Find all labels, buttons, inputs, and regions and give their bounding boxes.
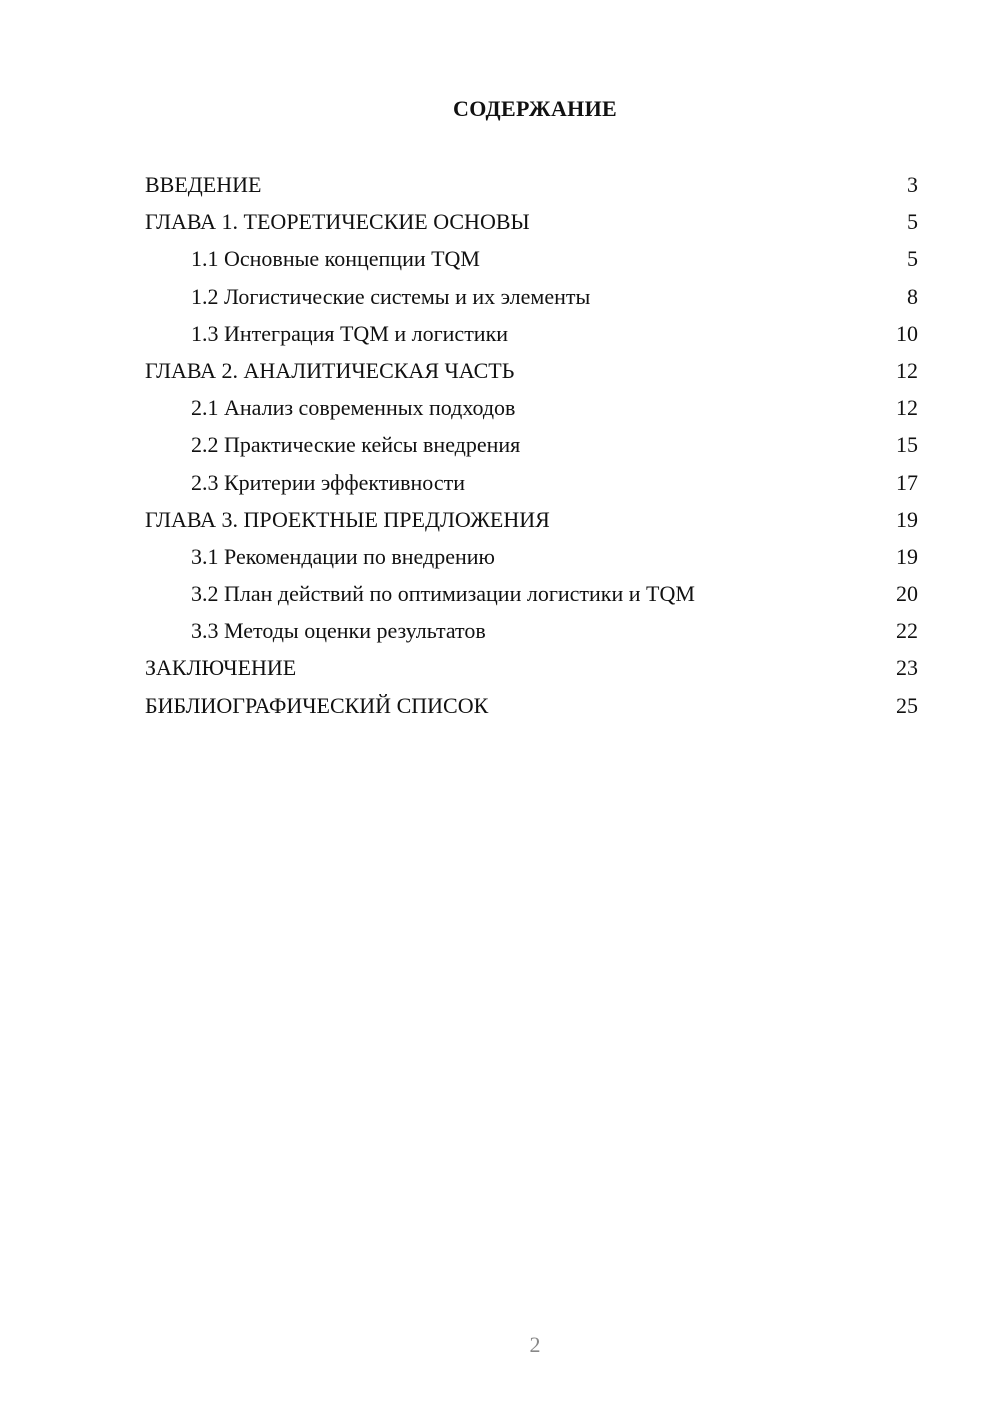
toc-entry-label: 2.3 Критерии эффективности: [191, 469, 465, 495]
toc-list: [145, 166, 918, 724]
toc-entry: [145, 352, 918, 389]
toc-entry-page: 25: [896, 692, 918, 718]
toc-entry-label: 1.2 Логистические системы и их элементы: [191, 283, 591, 309]
toc-entry-page: 5: [907, 246, 918, 272]
toc-entry: [145, 203, 918, 240]
toc-entry: [145, 166, 918, 203]
toc-entry: [145, 575, 918, 612]
toc-entry: [145, 464, 918, 501]
toc-entry-page: 8: [907, 283, 918, 309]
toc-entry-label: 2.2 Практические кейсы внедрения: [191, 432, 521, 458]
toc-entry-page: 23: [896, 655, 918, 681]
toc-entry: [145, 687, 918, 724]
toc-entry: [145, 612, 918, 649]
toc-entry: [145, 501, 918, 538]
toc-entry-label: БИБЛИОГРАФИЧЕСКИЙ СПИСОК: [145, 692, 489, 718]
toc-entry-label: 1.3 Интеграция TQM и логистики: [191, 320, 509, 346]
toc-entry-label: ВВЕДЕНИЕ: [145, 172, 262, 197]
toc-entry: [145, 426, 918, 463]
toc-entry-page: 19: [896, 543, 918, 569]
toc-entry-label: ГЛАВА 2. АНАЛИТИЧЕСКАЯ ЧАСТЬ: [145, 357, 515, 383]
toc-entry-label: ГЛАВА 3. ПРОЕКТНЫЕ ПРЕДЛОЖЕНИЯ: [145, 506, 550, 532]
toc-entry: [145, 240, 918, 277]
toc-entry-page: 22: [896, 618, 918, 644]
toc-entry: [145, 538, 918, 575]
toc-entry-page: 12: [896, 395, 918, 421]
toc-entry-label: 3.2 План действий по оптимизации логистики и TQM: [191, 581, 695, 607]
toc-entry-label: 3.1 Рекомендации по внедрению: [191, 543, 495, 569]
toc-entry: [145, 649, 918, 686]
toc-entry-label: ЗАКЛЮЧЕНИЕ: [145, 655, 297, 681]
toc-entry-page: 15: [896, 432, 918, 458]
toc-entry-label: 2.1 Анализ современных подходов: [191, 395, 516, 421]
toc-entry-page: 12: [896, 357, 918, 383]
toc-title: СОДЕРЖАНИЕ: [453, 96, 617, 121]
toc-entry-page: 5: [907, 209, 918, 235]
toc-entry-label: 3.3 Методы оценки результатов: [191, 618, 486, 644]
toc-entry-label: 1.1 Основные концепции TQM: [191, 246, 480, 272]
toc-entry-page: 19: [896, 506, 918, 532]
toc-entry-label: ГЛАВА 1. ТЕОРЕТИЧЕСКИЕ ОСНОВЫ: [145, 209, 530, 235]
toc-entry-page: 20: [896, 581, 918, 607]
toc-entry: [145, 315, 918, 352]
toc-entry-page: 10: [896, 320, 918, 346]
toc-entry-page: 17: [896, 469, 918, 495]
toc-entry: [145, 278, 918, 315]
page-number: 2: [529, 1332, 541, 1357]
toc-entry: [145, 389, 918, 426]
toc-entry-page: 3: [907, 172, 918, 197]
